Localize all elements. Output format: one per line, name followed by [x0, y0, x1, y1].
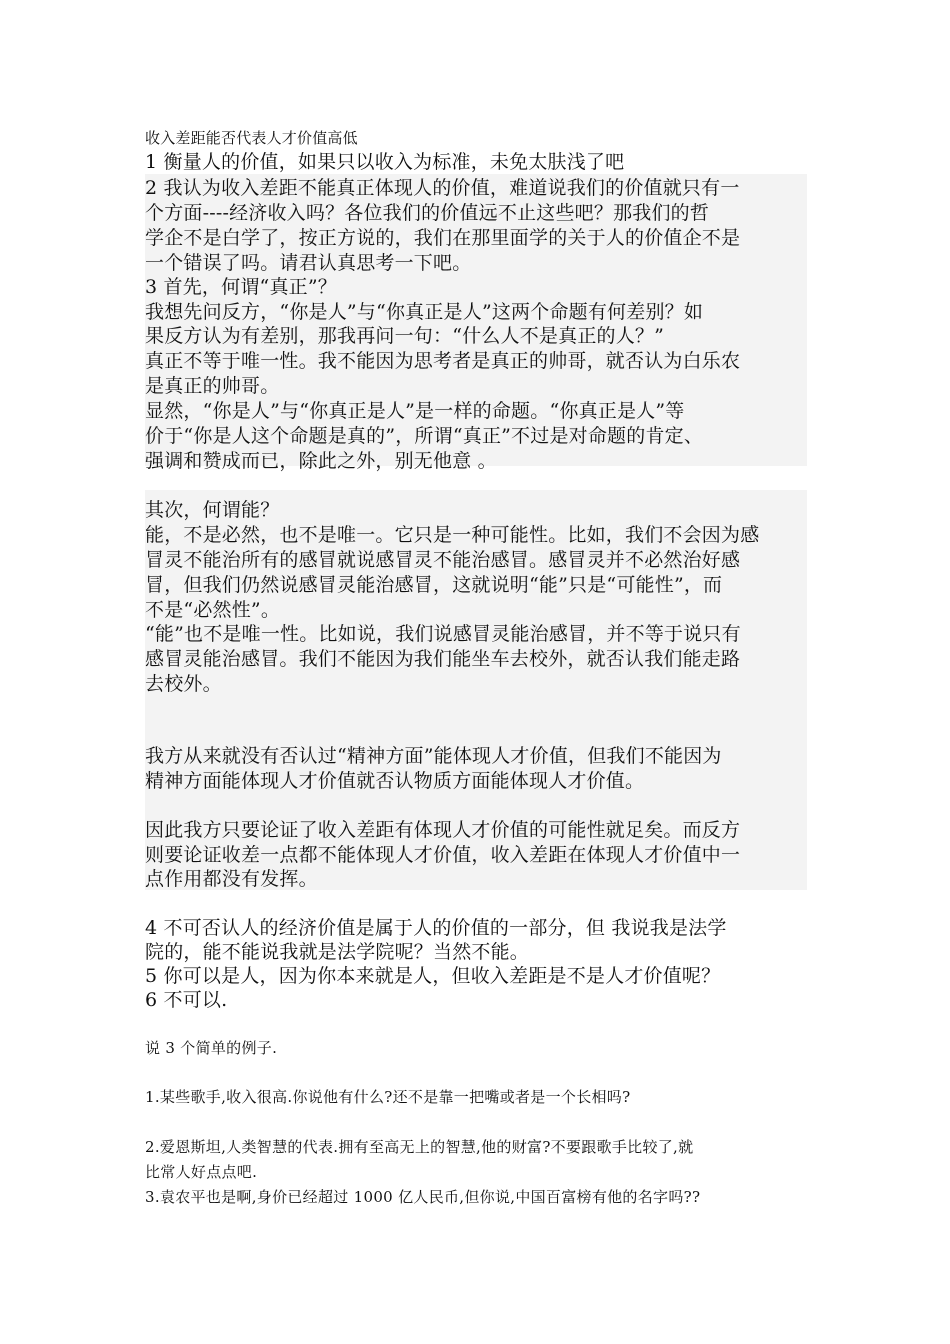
text-line: 价于“你是人这个命题是真的”，所谓“真正”不过是对命题的肯定、	[145, 425, 704, 447]
text-line: 去校外。	[145, 673, 222, 695]
text-line: 学企不是白学了，按正方说的，我们在那里面学的关于人的价值企不是	[145, 227, 741, 249]
text-line: 3 首先，何谓“真正”？	[145, 276, 337, 298]
document-title: 收入差距能否代表人才价值高低	[145, 129, 358, 147]
text-line: 5 你可以是人，因为你本来就是人，但收入差距是不是人才价值呢？	[145, 965, 721, 987]
text-line: 感冒灵能治感冒。我们不能因为我们能坐车去校外，就否认我们能走路	[145, 648, 741, 670]
text-line: 果反方认为有差别，那我再问一句：“什么人不是真正的人？”	[145, 325, 665, 347]
text-line: 我想先问反方，“你是人”与“你真正是人”这两个命题有何差别？如	[145, 301, 704, 323]
text-line: 我方从来就没有否认过“精神方面”能体现人才价值，但我们不能因为	[145, 745, 722, 767]
text-line: 4 不可否认人的经济价值是属于人的价值的一部分，但 我说我是法学	[145, 917, 727, 939]
example-line: 3.袁农平也是啊,身价已经超过 1000 亿人民币,但你说,中国百富榜有他的名字吗??	[145, 1188, 701, 1206]
text-line: 2 我认为收入差距不能真正体现人的价值，难道说我们的价值就只有一	[145, 177, 740, 199]
example-line: 比常人好点点吧.	[145, 1163, 258, 1181]
text-line: 则要论证收差一点都不能体现人才价值，收入差距在体现人才价值中一	[145, 844, 741, 866]
text-line: 1 衡量人的价值，如果只以收入为标准，未免太肤浅了吧	[145, 151, 625, 173]
text-line: 冒灵不能治所有的感冒就说感冒灵不能治感冒。感冒灵并不必然治好感	[145, 549, 741, 571]
text-line: “能”也不是唯一性。比如说，我们说感冒灵能治感冒，并不等于说只有	[145, 623, 741, 645]
example-line: 2.爱恩斯坦,人类智慧的代表.拥有至高无上的智慧,他的财富?不要跟歌手比较了,就	[145, 1138, 694, 1156]
text-line: 真正不等于唯一性。我不能因为思考者是真正的帅哥，就否认为白乐农	[145, 350, 741, 372]
text-line: 个方面----经济收入吗？各位我们的价值远不止这些吧？那我们的哲	[145, 202, 710, 224]
text-line: 显然，“你是人”与“你真正是人”是一样的命题。“你真正是人”等	[145, 400, 685, 422]
text-line: 强调和赞成而已，除此之外，别无他意 。	[145, 450, 497, 472]
text-line: 因此我方只要论证了收入差距有体现人才价值的可能性就足矣。而反方	[145, 819, 741, 841]
examples-intro: 说 3 个简单的例子.	[145, 1039, 278, 1057]
text-line: 是真正的帅哥。	[145, 375, 280, 397]
example-line: 1.某些歌手,收入很高.你说他有什么?还不是靠一把嘴或者是一个长相吗?	[145, 1088, 631, 1106]
text-line: 能，不是必然，也不是唯一。它只是一种可能性。比如，我们不会因为感	[145, 524, 760, 546]
text-line: 精神方面能体现人才价值就否认物质方面能体现人才价值。	[145, 770, 645, 792]
text-line: 点作用都没有发挥。	[145, 868, 318, 890]
text-line: 冒，但我们仍然说感冒灵能治感冒，这就说明“能”只是“可能性”，而	[145, 574, 723, 596]
text-line: 院的，能不能说我就是法学院呢？当然不能。	[145, 941, 530, 963]
text-line: 不是“必然性”。	[145, 599, 281, 621]
text-line: 6 不可以.	[145, 989, 228, 1011]
text-line: 一个错误了吗。请君认真思考一下吧。	[145, 252, 472, 274]
text-line: 其次，何谓能？	[145, 499, 280, 521]
